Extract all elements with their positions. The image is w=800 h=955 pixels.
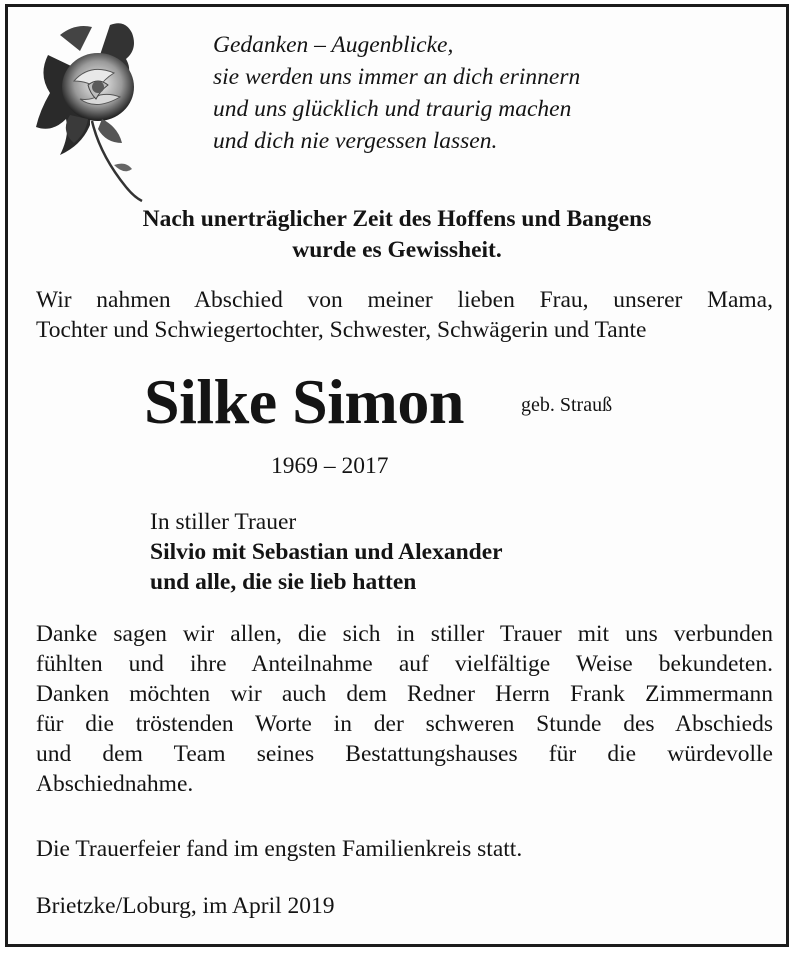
thanks-line: fühlten und ihre Anteilnahme auf vielfältige Weise bekundeten. [36, 651, 773, 677]
place-date: Brietzke/Loburg, im April 2019 [36, 893, 335, 919]
intro-line: Wir nahmen Abschied von meiner lieben Frau, unserer Mama, [36, 287, 773, 313]
poem-line: sie werden uns immer an dich erinnern [213, 64, 581, 90]
poem-line: Gedanken – Augenblicke, [213, 32, 454, 58]
deceased-name: Silke Simon [144, 366, 464, 437]
obituary-notice [5, 4, 789, 947]
headline-line: Nach unerträglicher Zeit des Hoffens und Bangens [142, 206, 652, 232]
poem-line: und uns glücklich und traurig machen [213, 96, 572, 122]
intro-line: Tochter und Schwiegertochter, Schwester, Schwägerin und Tante [36, 317, 647, 343]
mourners-names: Silvio mit Sebastian und Alexander [150, 539, 503, 565]
mourners-names: und alle, die sie lieb hatten [150, 569, 417, 595]
thanks-line: Danken möchten wir auch dem Redner Herrn Frank Zimmermann [36, 681, 773, 707]
thanks-paragraph [36, 619, 773, 799]
mourners-block [150, 507, 503, 597]
rose-icon [30, 15, 150, 205]
thanks-line: und dem Team seines Bestattungshauses für die würdevolle [36, 741, 773, 767]
poem [213, 29, 580, 157]
thanks-line: Abschiednahme. [36, 771, 194, 797]
intro-paragraph [36, 285, 773, 345]
birth-name: geb. Strauß [521, 394, 613, 416]
headline [8, 204, 786, 266]
life-years: 1969 – 2017 [271, 453, 389, 479]
headline-line: wurde es Gewissheit. [292, 237, 502, 263]
thanks-line: für die tröstenden Worte in der schweren Stunde des Abschieds [36, 711, 773, 737]
mourners-label: In stiller Trauer [150, 509, 297, 535]
ceremony-note: Die Trauerfeier fand im engsten Familienkreis statt. [36, 836, 523, 862]
thanks-line: Danke sagen wir allen, die sich in stiller Trauer mit uns verbunden [36, 621, 773, 647]
poem-line: und dich nie vergessen lassen. [213, 128, 498, 154]
